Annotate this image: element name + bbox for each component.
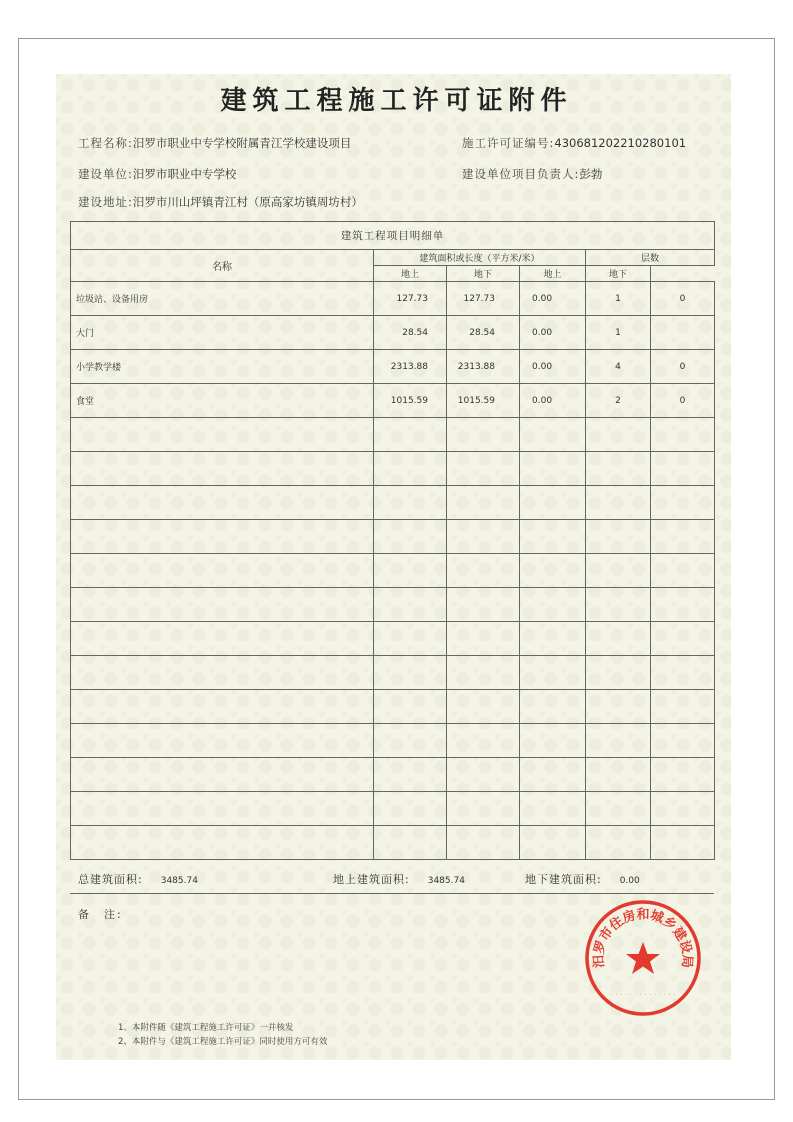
- cell-floors-below: [651, 486, 715, 520]
- cell-below-area: [520, 554, 586, 588]
- project-detail-table: [70, 221, 715, 860]
- col-area-above-header: 地上: [374, 266, 447, 282]
- total-area: [78, 871, 198, 887]
- cell-floors-below: [651, 588, 715, 622]
- cell-floors-below: 0: [651, 350, 715, 384]
- cell-floors-above: [586, 792, 651, 826]
- project-name-value: 汨罗市职业中专学校附属青江学校建设项目: [132, 136, 352, 150]
- cell-total-area: 1015.59: [374, 384, 447, 418]
- above-area-value: 3485.74: [427, 876, 465, 886]
- cell-below-area: [520, 724, 586, 758]
- cell-below-area: [520, 622, 586, 656]
- cell-floors-above: 2: [586, 384, 651, 418]
- col-floors-below-header: 地下: [586, 266, 651, 282]
- table-row: [71, 282, 715, 316]
- cell-total-area: [374, 452, 447, 486]
- cell-floors-above: [586, 520, 651, 554]
- official-seal: [583, 898, 703, 1018]
- project-name-row: [78, 135, 351, 151]
- cell-floors-above: [586, 622, 651, 656]
- table-header-row: [71, 250, 715, 266]
- cell-total-area: [374, 520, 447, 554]
- above-area-label: 地上建筑面积:: [333, 873, 410, 886]
- cell-above-area: [447, 588, 520, 622]
- col-area-header: 建筑面积或长度（平方米/米）: [374, 250, 586, 266]
- cell-below-area: [520, 486, 586, 520]
- manager-label: 建设单位项目负责人:: [462, 167, 580, 181]
- project-name-label: 工程名称:: [78, 136, 133, 150]
- table-row: [71, 520, 715, 554]
- below-area-value: 0.00: [619, 876, 640, 886]
- table-row: [71, 350, 715, 384]
- permit-no-row: [462, 135, 686, 151]
- cell-above-area: [447, 452, 520, 486]
- cell-floors-above: 1: [586, 316, 651, 350]
- table-row: [71, 452, 715, 486]
- cell-below-area: [520, 690, 586, 724]
- table-row: [71, 588, 715, 622]
- table-row: [71, 418, 715, 452]
- cell-above-area: [447, 418, 520, 452]
- builder-value: 汨罗市职业中专学校: [132, 167, 237, 181]
- cell-total-area: [374, 486, 447, 520]
- col-floors-above-header: 地上: [520, 266, 586, 282]
- cell-above-area: 28.54: [447, 316, 520, 350]
- cell-above-area: 127.73: [447, 282, 520, 316]
- cell-floors-below: [651, 690, 715, 724]
- seal-text: 汨罗市住房和城乡建设局: [591, 907, 695, 969]
- cell-floors-below: [651, 792, 715, 826]
- cell-name: 食堂: [71, 384, 374, 418]
- cell-floors-below: [651, 622, 715, 656]
- cell-floors-above: [586, 452, 651, 486]
- cell-name: [71, 724, 374, 758]
- table-caption: 建筑工程项目明细单: [71, 222, 715, 250]
- cell-above-area: [447, 656, 520, 690]
- cell-name: [71, 554, 374, 588]
- above-area: [333, 871, 465, 887]
- table-row: [71, 554, 715, 588]
- seal-serial: · · · · · · · · · · · · · ·: [610, 992, 676, 997]
- manager-row: [462, 166, 602, 182]
- cell-floors-below: 0: [651, 384, 715, 418]
- table-row: [71, 622, 715, 656]
- cell-name: [71, 690, 374, 724]
- cell-below-area: [520, 792, 586, 826]
- col-name-header: 名称: [71, 250, 374, 282]
- cell-name: [71, 588, 374, 622]
- below-area: [525, 871, 640, 887]
- cell-total-area: [374, 758, 447, 792]
- cell-below-area: [520, 588, 586, 622]
- cell-floors-above: 4: [586, 350, 651, 384]
- cell-below-area: [520, 656, 586, 690]
- cell-name: [71, 792, 374, 826]
- cell-name: [71, 418, 374, 452]
- cell-floors-above: [586, 486, 651, 520]
- cell-below-area: [520, 452, 586, 486]
- cell-above-area: [447, 554, 520, 588]
- cell-above-area: [447, 724, 520, 758]
- cell-name: [71, 520, 374, 554]
- cell-total-area: [374, 724, 447, 758]
- cell-below-area: 0.00: [520, 282, 586, 316]
- cell-floors-below: [651, 554, 715, 588]
- cell-above-area: [447, 486, 520, 520]
- builder-row: [78, 166, 236, 182]
- cell-below-area: [520, 758, 586, 792]
- cell-above-area: [447, 520, 520, 554]
- cell-total-area: [374, 690, 447, 724]
- cell-floors-below: [651, 826, 715, 860]
- cell-total-area: [374, 622, 447, 656]
- cell-above-area: [447, 690, 520, 724]
- cell-name: 小学教学楼: [71, 350, 374, 384]
- cell-floors-above: [586, 554, 651, 588]
- address-value: 汨罗市川山坪镇青江村（原高家坊镇周坊村）: [132, 195, 363, 209]
- cell-floors-below: [651, 758, 715, 792]
- cell-total-area: [374, 418, 447, 452]
- cell-floors-above: [586, 826, 651, 860]
- cell-total-area: [374, 588, 447, 622]
- cell-floors-above: [586, 724, 651, 758]
- cell-floors-below: [651, 724, 715, 758]
- cell-above-area: [447, 622, 520, 656]
- table-row: [71, 758, 715, 792]
- col-area-below-header: 地下: [447, 266, 520, 282]
- table-row: [71, 792, 715, 826]
- table-row: [71, 690, 715, 724]
- table-row: [71, 724, 715, 758]
- cell-total-area: [374, 792, 447, 826]
- total-area-value: 3485.74: [160, 876, 198, 886]
- cell-floors-below: [651, 452, 715, 486]
- table-caption-row: [71, 222, 715, 250]
- table-row: [71, 656, 715, 690]
- cell-above-area: [447, 826, 520, 860]
- cell-floors-above: [586, 588, 651, 622]
- cell-below-area: 0.00: [520, 350, 586, 384]
- cell-floors-below: [651, 316, 715, 350]
- cell-total-area: 28.54: [374, 316, 447, 350]
- address-row: [78, 194, 363, 210]
- col-floors-header: 层数: [586, 250, 715, 266]
- cell-floors-above: [586, 418, 651, 452]
- totals-divider: [70, 893, 714, 894]
- cell-total-area: 2313.88: [374, 350, 447, 384]
- total-area-label: 总建筑面积:: [78, 873, 143, 886]
- cell-floors-below: [651, 418, 715, 452]
- cell-name: [71, 758, 374, 792]
- cell-name: [71, 622, 374, 656]
- cell-total-area: [374, 554, 447, 588]
- permit-no-label: 施工许可证编号:: [462, 136, 555, 150]
- document-title: 建筑工程施工许可证附件: [220, 86, 573, 116]
- cell-floors-above: [586, 758, 651, 792]
- note-2: 2、本附件与《建筑工程施工许可证》同时使用方可有效: [118, 1037, 328, 1047]
- cell-above-area: [447, 792, 520, 826]
- cell-below-area: 0.00: [520, 316, 586, 350]
- address-label: 建设地址:: [78, 195, 133, 209]
- builder-label: 建设单位:: [78, 167, 133, 181]
- cell-below-area: [520, 418, 586, 452]
- cell-name: 垃圾站、设备用房: [71, 282, 374, 316]
- cell-above-area: 2313.88: [447, 350, 520, 384]
- cell-total-area: 127.73: [374, 282, 447, 316]
- remark-label: 备 注:: [78, 908, 123, 921]
- cell-name: 大门: [71, 316, 374, 350]
- cell-floors-below: [651, 656, 715, 690]
- permit-no-value: 430681202210280101: [554, 136, 687, 150]
- cell-floors-above: [586, 690, 651, 724]
- cell-above-area: 1015.59: [447, 384, 520, 418]
- table-row: [71, 384, 715, 418]
- table-row: [71, 826, 715, 860]
- cell-name: [71, 826, 374, 860]
- cell-below-area: [520, 826, 586, 860]
- table-row: [71, 316, 715, 350]
- cell-total-area: [374, 656, 447, 690]
- cell-floors-below: [651, 520, 715, 554]
- cell-total-area: [374, 826, 447, 860]
- manager-value: 彭勃: [579, 167, 603, 181]
- cell-floors-below: 0: [651, 282, 715, 316]
- cell-name: [71, 486, 374, 520]
- cell-name: [71, 656, 374, 690]
- below-area-label: 地下建筑面积:: [525, 873, 602, 886]
- cell-below-area: 0.00: [520, 384, 586, 418]
- note-1: 1、本附件随《建筑工程施工许可证》一并核发: [118, 1023, 294, 1033]
- cell-above-area: [447, 758, 520, 792]
- cell-name: [71, 452, 374, 486]
- cell-floors-above: [586, 656, 651, 690]
- star-icon: [626, 942, 660, 974]
- cell-below-area: [520, 520, 586, 554]
- table-row: [71, 486, 715, 520]
- cell-floors-above: 1: [586, 282, 651, 316]
